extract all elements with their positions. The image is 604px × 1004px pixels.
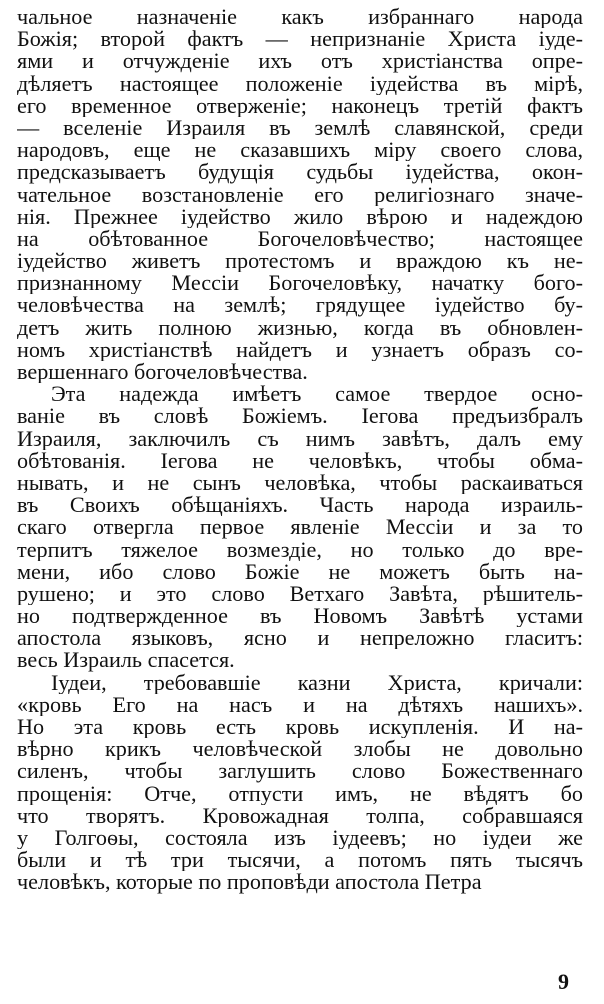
text-line: вѣрно крикъ человѣческой злобы не довольно: [17, 738, 583, 761]
text-line: «кровь Его на насъ и на дѣтяхъ нашихъ».: [17, 693, 583, 716]
text-line: нывать, и не сынъ человѣка, чтобы раскаиваться: [17, 471, 583, 495]
text-line: апостола языковъ, ясно и непреложно гласитъ:: [17, 627, 583, 650]
text-line: ями и отчужденіе ихъ отъ христіанства опре-: [17, 50, 583, 73]
text-line: прощенія: Отче, отпусти имъ, не вѣдятъ бо: [17, 782, 583, 805]
text-line: человѣчества на землѣ; грядущее іудейство бу-: [17, 294, 583, 317]
text-line: Божія; второй фактъ — непризнаніе Христа іуде-: [17, 28, 583, 51]
text-line: силенъ, чтобы заглушить слово Божественнаго: [17, 760, 583, 783]
text-line: мени, ибо слово Божіе не можетъ быть на-: [17, 560, 583, 583]
text-line: вершеннаго богочеловѣчества.: [17, 361, 308, 384]
paragraph: [17, 6, 583, 383]
text-line: рушено; и это слово Ветхаго Завѣта, рѣшитель-: [17, 582, 583, 606]
text-line: весь Израиль спасется.: [17, 649, 235, 672]
text-line: чальное назначеніе какъ избраннаго народа: [17, 6, 583, 29]
text-line: Но эта кровь есть кровь искупленія. И на-: [17, 716, 583, 739]
text-line: у Голгоѳы, состояла изъ іудеевъ; но іудеи же: [17, 826, 583, 850]
text-line: терпитъ тяжелое возмездіе, но только до вре-: [17, 538, 583, 561]
text-line: на обѣтованное Богочеловѣчество; настоящее: [17, 227, 583, 251]
text-line: дѣляетъ настоящее положеніе іудейства въ мірѣ,: [17, 72, 583, 95]
text-line: Эта надежда имѣетъ самое твердое осно-: [51, 383, 583, 406]
text-line: Израиля, заключилъ съ нимъ завѣтъ, далъ ему: [17, 427, 583, 450]
text-line: были и тѣ три тысячи, а потомъ пять тысячъ: [17, 849, 583, 872]
text-line: ваніе въ словѣ Божіемъ. Іегова предъизбралъ: [17, 405, 583, 428]
text-line: что творятъ. Кровожадная толпа, собравшаяся: [17, 804, 583, 827]
text-line: обѣтованія. Іегова не человѣкъ, чтобы обма-: [17, 449, 583, 472]
text-line: народовъ, еще не сказавшихъ міру своего слова,: [17, 139, 583, 162]
text-line: — вселеніе Израиля въ землѣ славянской, среди: [17, 116, 583, 140]
text-line: скаго отвергла первое явленіе Мессіи и за то: [17, 516, 583, 539]
text-line: человѣкъ, которые по проповѣди апостола Петра: [17, 871, 482, 894]
text-line: номъ христіанствѣ найдетъ и узнаетъ образъ со-: [17, 338, 583, 361]
text-line: детъ жить полною жизнью, когда въ обновлен-: [17, 316, 583, 339]
page-number: 9: [558, 969, 569, 994]
text-line: предсказываетъ будущія судьбы іудейства, окон-: [17, 161, 583, 184]
body-text: [17, 6, 583, 894]
text-line: чательное возстановленіе его религіознаго значе-: [17, 183, 583, 206]
paragraph: [17, 383, 583, 671]
text-line: нія. Прежнее іудейство жило вѣрою и надеждою: [17, 205, 583, 228]
text-line: въ Своихъ обѣщаніяхъ. Часть народа израиль-: [17, 494, 583, 517]
text-line: его временное отверженіе; наконецъ третій фактъ: [17, 94, 583, 117]
text-line: іудейство живетъ протестомъ и враждою къ не-: [17, 250, 583, 273]
text-line: Іудеи, требовавшіе казни Христа, кричали:: [51, 671, 583, 694]
text-line: признанному Мессіи Богочеловѣку, начатку бого-: [17, 272, 583, 295]
paragraph: [17, 672, 583, 894]
text-line: но подтвержденное въ Новомъ Завѣтѣ устами: [17, 605, 583, 628]
